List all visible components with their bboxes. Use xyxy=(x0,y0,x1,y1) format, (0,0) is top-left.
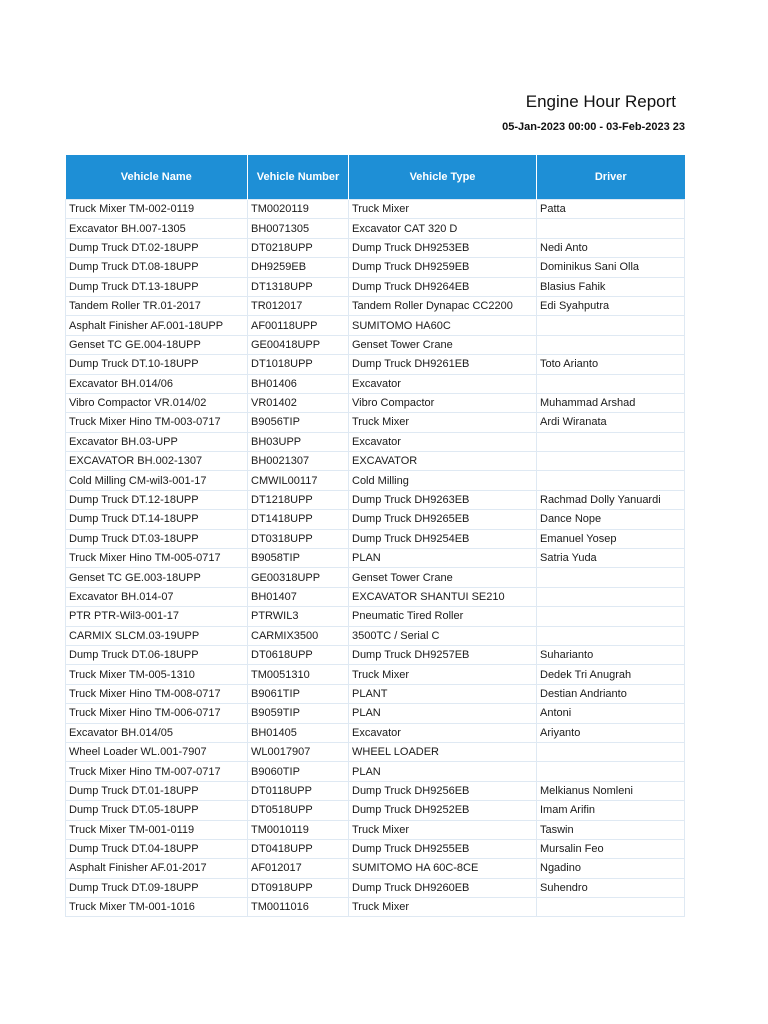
vehicle-name-cell: Truck Mixer Hino TM-003-0717 xyxy=(66,413,248,432)
vehicle-number-cell: DT1018UPP xyxy=(248,355,349,374)
vehicle-number-cell: WL0017907 xyxy=(248,742,349,761)
table-row xyxy=(66,801,685,820)
table-row xyxy=(66,335,685,354)
vehicle-number-cell: BH01407 xyxy=(248,587,349,606)
vehicle-number-cell: DT0218UPP xyxy=(248,238,349,257)
vehicle-type-cell: PLANT xyxy=(349,684,537,703)
vehicle-name-cell: Excavator BH.007-1305 xyxy=(66,219,248,238)
driver-cell: Antoni xyxy=(537,704,685,723)
vehicle-number-cell: DT1418UPP xyxy=(248,510,349,529)
vehicle-type-cell: Genset Tower Crane xyxy=(349,335,537,354)
vehicle-name-cell: Truck Mixer Hino TM-005-0717 xyxy=(66,549,248,568)
vehicle-type-cell: Dump Truck DH9256EB xyxy=(349,781,537,800)
table-row xyxy=(66,645,685,664)
table-row xyxy=(66,781,685,800)
table-row xyxy=(66,898,685,917)
vehicle-type-cell: Truck Mixer xyxy=(349,200,537,219)
vehicle-name-cell: Truck Mixer Hino TM-006-0717 xyxy=(66,704,248,723)
table-row xyxy=(66,742,685,761)
vehicle-name-cell: Dump Truck DT.14-18UPP xyxy=(66,510,248,529)
vehicle-number-cell: DT0318UPP xyxy=(248,529,349,548)
vehicle-name-cell: Wheel Loader WL.001-7907 xyxy=(66,742,248,761)
vehicle-number-cell: B9059TIP xyxy=(248,704,349,723)
driver-cell xyxy=(537,742,685,761)
vehicle-name-cell: Dump Truck DT.13-18UPP xyxy=(66,277,248,296)
driver-cell: Satria Yuda xyxy=(537,549,685,568)
vehicle-number-cell: AF00118UPP xyxy=(248,316,349,335)
table-body xyxy=(66,200,685,917)
vehicle-type-cell: Excavator CAT 320 D xyxy=(349,219,537,238)
vehicle-name-cell: Truck Mixer Hino TM-008-0717 xyxy=(66,684,248,703)
vehicle-type-cell: Dump Truck DH9261EB xyxy=(349,355,537,374)
vehicle-name-cell: Tandem Roller TR.01-2017 xyxy=(66,296,248,315)
vehicle-name-cell: Excavator BH.014-07 xyxy=(66,587,248,606)
driver-cell xyxy=(537,898,685,917)
driver-cell xyxy=(537,219,685,238)
table-row xyxy=(66,413,685,432)
vehicle-type-cell: PLAN xyxy=(349,704,537,723)
vehicle-type-cell: SUMITOMO HA60C xyxy=(349,316,537,335)
driver-cell: Suharianto xyxy=(537,645,685,664)
driver-cell: Edi Syahputra xyxy=(537,296,685,315)
vehicle-name-cell: Excavator BH.03-UPP xyxy=(66,432,248,451)
report-date-range: 05-Jan-2023 00:00 - 03-Feb-2023 23 xyxy=(502,121,685,133)
vehicle-type-cell: Genset Tower Crane xyxy=(349,568,537,587)
vehicle-type-cell: Excavator xyxy=(349,723,537,742)
vehicle-type-cell: 3500TC / Serial C xyxy=(349,626,537,645)
driver-cell: Taswin xyxy=(537,820,685,839)
vehicle-name-cell: Dump Truck DT.04-18UPP xyxy=(66,839,248,858)
vehicle-name-cell: Vibro Compactor VR.014/02 xyxy=(66,393,248,412)
vehicle-number-cell: GE00318UPP xyxy=(248,568,349,587)
table-row xyxy=(66,374,685,393)
vehicle-type-cell: Pneumatic Tired Roller xyxy=(349,607,537,626)
vehicle-name-cell: PTR PTR-Wil3-001-17 xyxy=(66,607,248,626)
vehicle-type-cell: Tandem Roller Dynapac CC2200 xyxy=(349,296,537,315)
vehicle-type-cell: EXCAVATOR SHANTUI SE210 xyxy=(349,587,537,606)
table-row xyxy=(66,607,685,626)
table-row xyxy=(66,219,685,238)
vehicle-number-cell: DT0518UPP xyxy=(248,801,349,820)
vehicle-type-cell: Dump Truck DH9260EB xyxy=(349,878,537,897)
driver-cell: Mursalin Feo xyxy=(537,839,685,858)
vehicle-type-cell: WHEEL LOADER xyxy=(349,742,537,761)
table-row xyxy=(66,549,685,568)
column-header-driver: Driver xyxy=(537,155,685,200)
vehicle-type-cell: Truck Mixer xyxy=(349,898,537,917)
table-row xyxy=(66,355,685,374)
vehicle-type-cell: PLAN xyxy=(349,549,537,568)
vehicle-name-cell: CARMIX SLCM.03-19UPP xyxy=(66,626,248,645)
table-row xyxy=(66,529,685,548)
vehicle-type-cell: Truck Mixer xyxy=(349,820,537,839)
vehicle-number-cell: B9061TIP xyxy=(248,684,349,703)
vehicle-type-cell: EXCAVATOR xyxy=(349,452,537,471)
vehicle-type-cell: Dump Truck DH9259EB xyxy=(349,258,537,277)
vehicle-number-cell: DT0418UPP xyxy=(248,839,349,858)
table-row xyxy=(66,684,685,703)
driver-cell: Emanuel Yosep xyxy=(537,529,685,548)
driver-cell: Dance Nope xyxy=(537,510,685,529)
vehicle-name-cell: Truck Mixer TM-001-0119 xyxy=(66,820,248,839)
vehicle-name-cell: Cold Milling CM-wil3-001-17 xyxy=(66,471,248,490)
vehicle-number-cell: DT1218UPP xyxy=(248,490,349,509)
vehicle-type-cell: PLAN xyxy=(349,762,537,781)
driver-cell xyxy=(537,568,685,587)
vehicle-number-cell: CARMIX3500 xyxy=(248,626,349,645)
vehicle-number-cell: DT0118UPP xyxy=(248,781,349,800)
vehicle-type-cell: Dump Truck DH9255EB xyxy=(349,839,537,858)
report-title: Engine Hour Report xyxy=(525,92,676,111)
vehicle-name-cell: Dump Truck DT.03-18UPP xyxy=(66,529,248,548)
vehicle-number-cell: AF012017 xyxy=(248,859,349,878)
driver-cell: Dominikus Sani Olla xyxy=(537,258,685,277)
vehicle-type-cell: Dump Truck DH9265EB xyxy=(349,510,537,529)
vehicle-number-cell: B9058TIP xyxy=(248,549,349,568)
vehicle-name-cell: Dump Truck DT.08-18UPP xyxy=(66,258,248,277)
driver-cell xyxy=(537,607,685,626)
vehicle-name-cell: Truck Mixer TM-005-1310 xyxy=(66,665,248,684)
table-row xyxy=(66,704,685,723)
table-row xyxy=(66,238,685,257)
table-row xyxy=(66,762,685,781)
table-row xyxy=(66,626,685,645)
vehicle-number-cell: BH0021307 xyxy=(248,452,349,471)
driver-cell: Imam Arifin xyxy=(537,801,685,820)
driver-cell: Ngadino xyxy=(537,859,685,878)
table-row xyxy=(66,277,685,296)
vehicle-name-cell: Dump Truck DT.09-18UPP xyxy=(66,878,248,897)
vehicle-number-cell: CMWIL00117 xyxy=(248,471,349,490)
driver-cell: Blasius Fahik xyxy=(537,277,685,296)
vehicle-type-cell: Cold Milling xyxy=(349,471,537,490)
vehicle-number-cell: BH0071305 xyxy=(248,219,349,238)
driver-cell xyxy=(537,471,685,490)
column-header-vehicle-name: Vehicle Name xyxy=(66,155,248,200)
vehicle-number-cell: BH01406 xyxy=(248,374,349,393)
vehicle-type-cell: Dump Truck DH9264EB xyxy=(349,277,537,296)
driver-cell xyxy=(537,316,685,335)
driver-cell xyxy=(537,432,685,451)
vehicle-name-cell: Dump Truck DT.10-18UPP xyxy=(66,355,248,374)
driver-cell: Patta xyxy=(537,200,685,219)
vehicle-number-cell: BH03UPP xyxy=(248,432,349,451)
driver-cell: Ariyanto xyxy=(537,723,685,742)
vehicle-name-cell: Truck Mixer TM-001-1016 xyxy=(66,898,248,917)
table-row xyxy=(66,510,685,529)
vehicle-number-cell: TM0020119 xyxy=(248,200,349,219)
driver-cell: Ardi Wiranata xyxy=(537,413,685,432)
vehicle-number-cell: B9060TIP xyxy=(248,762,349,781)
driver-cell xyxy=(537,374,685,393)
vehicle-number-cell: DT0918UPP xyxy=(248,878,349,897)
table-row xyxy=(66,820,685,839)
vehicle-name-cell: Asphalt Finisher AF.01-2017 xyxy=(66,859,248,878)
table-row xyxy=(66,296,685,315)
table-row xyxy=(66,587,685,606)
vehicle-name-cell: Dump Truck DT.01-18UPP xyxy=(66,781,248,800)
vehicle-number-cell: TR012017 xyxy=(248,296,349,315)
vehicle-type-cell: SUMITOMO HA 60C-8CE xyxy=(349,859,537,878)
driver-cell xyxy=(537,335,685,354)
vehicle-name-cell: Truck Mixer TM-002-0119 xyxy=(66,200,248,219)
table-row xyxy=(66,432,685,451)
vehicle-name-cell: Genset TC GE.003-18UPP xyxy=(66,568,248,587)
driver-cell: Suhendro xyxy=(537,878,685,897)
vehicle-number-cell: DH9259EB xyxy=(248,258,349,277)
vehicle-name-cell: Asphalt Finisher AF.001-18UPP xyxy=(66,316,248,335)
vehicle-number-cell: TM0010119 xyxy=(248,820,349,839)
driver-cell: Rachmad Dolly Yanuardi xyxy=(537,490,685,509)
table-row xyxy=(66,258,685,277)
vehicle-name-cell: Excavator BH.014/05 xyxy=(66,723,248,742)
driver-cell xyxy=(537,626,685,645)
vehicle-name-cell: Excavator BH.014/06 xyxy=(66,374,248,393)
vehicle-type-cell: Dump Truck DH9263EB xyxy=(349,490,537,509)
vehicle-name-cell: Truck Mixer Hino TM-007-0717 xyxy=(66,762,248,781)
vehicle-type-cell: Dump Truck DH9253EB xyxy=(349,238,537,257)
vehicle-name-cell: Dump Truck DT.12-18UPP xyxy=(66,490,248,509)
vehicle-type-cell: Dump Truck DH9257EB xyxy=(349,645,537,664)
engine-hour-table xyxy=(65,155,685,917)
vehicle-number-cell: VR01402 xyxy=(248,393,349,412)
table-row xyxy=(66,393,685,412)
table-row xyxy=(66,316,685,335)
driver-cell: Toto Arianto xyxy=(537,355,685,374)
table-row xyxy=(66,471,685,490)
vehicle-name-cell: Dump Truck DT.05-18UPP xyxy=(66,801,248,820)
table-header-row xyxy=(66,155,685,200)
vehicle-type-cell: Truck Mixer xyxy=(349,413,537,432)
vehicle-type-cell: Vibro Compactor xyxy=(349,393,537,412)
vehicle-number-cell: DT1318UPP xyxy=(248,277,349,296)
table-row xyxy=(66,878,685,897)
table-row xyxy=(66,859,685,878)
table-row xyxy=(66,568,685,587)
vehicle-type-cell: Dump Truck DH9254EB xyxy=(349,529,537,548)
vehicle-type-cell: Truck Mixer xyxy=(349,665,537,684)
table-row xyxy=(66,665,685,684)
table-row xyxy=(66,839,685,858)
vehicle-number-cell: DT0618UPP xyxy=(248,645,349,664)
vehicle-name-cell: EXCAVATOR BH.002-1307 xyxy=(66,452,248,471)
driver-cell xyxy=(537,762,685,781)
vehicle-type-cell: Excavator xyxy=(349,374,537,393)
driver-cell: Melkianus Nomleni xyxy=(537,781,685,800)
table-row xyxy=(66,200,685,219)
vehicle-number-cell: BH01405 xyxy=(248,723,349,742)
vehicle-number-cell: TM0051310 xyxy=(248,665,349,684)
driver-cell xyxy=(537,587,685,606)
vehicle-name-cell: Dump Truck DT.02-18UPP xyxy=(66,238,248,257)
vehicle-type-cell: Dump Truck DH9252EB xyxy=(349,801,537,820)
driver-cell: Dedek Tri Anugrah xyxy=(537,665,685,684)
driver-cell: Nedi Anto xyxy=(537,238,685,257)
driver-cell xyxy=(537,452,685,471)
vehicle-number-cell: TM0011016 xyxy=(248,898,349,917)
vehicle-number-cell: B9056TIP xyxy=(248,413,349,432)
driver-cell: Destian Andrianto xyxy=(537,684,685,703)
column-header-vehicle-number: Vehicle Number xyxy=(248,155,349,200)
table-row xyxy=(66,490,685,509)
vehicle-number-cell: PTRWIL3 xyxy=(248,607,349,626)
table-row xyxy=(66,723,685,742)
column-header-vehicle-type: Vehicle Type xyxy=(349,155,537,200)
driver-cell: Muhammad Arshad xyxy=(537,393,685,412)
vehicle-number-cell: GE00418UPP xyxy=(248,335,349,354)
vehicle-name-cell: Genset TC GE.004-18UPP xyxy=(66,335,248,354)
vehicle-name-cell: Dump Truck DT.06-18UPP xyxy=(66,645,248,664)
vehicle-type-cell: Excavator xyxy=(349,432,537,451)
table-row xyxy=(66,452,685,471)
